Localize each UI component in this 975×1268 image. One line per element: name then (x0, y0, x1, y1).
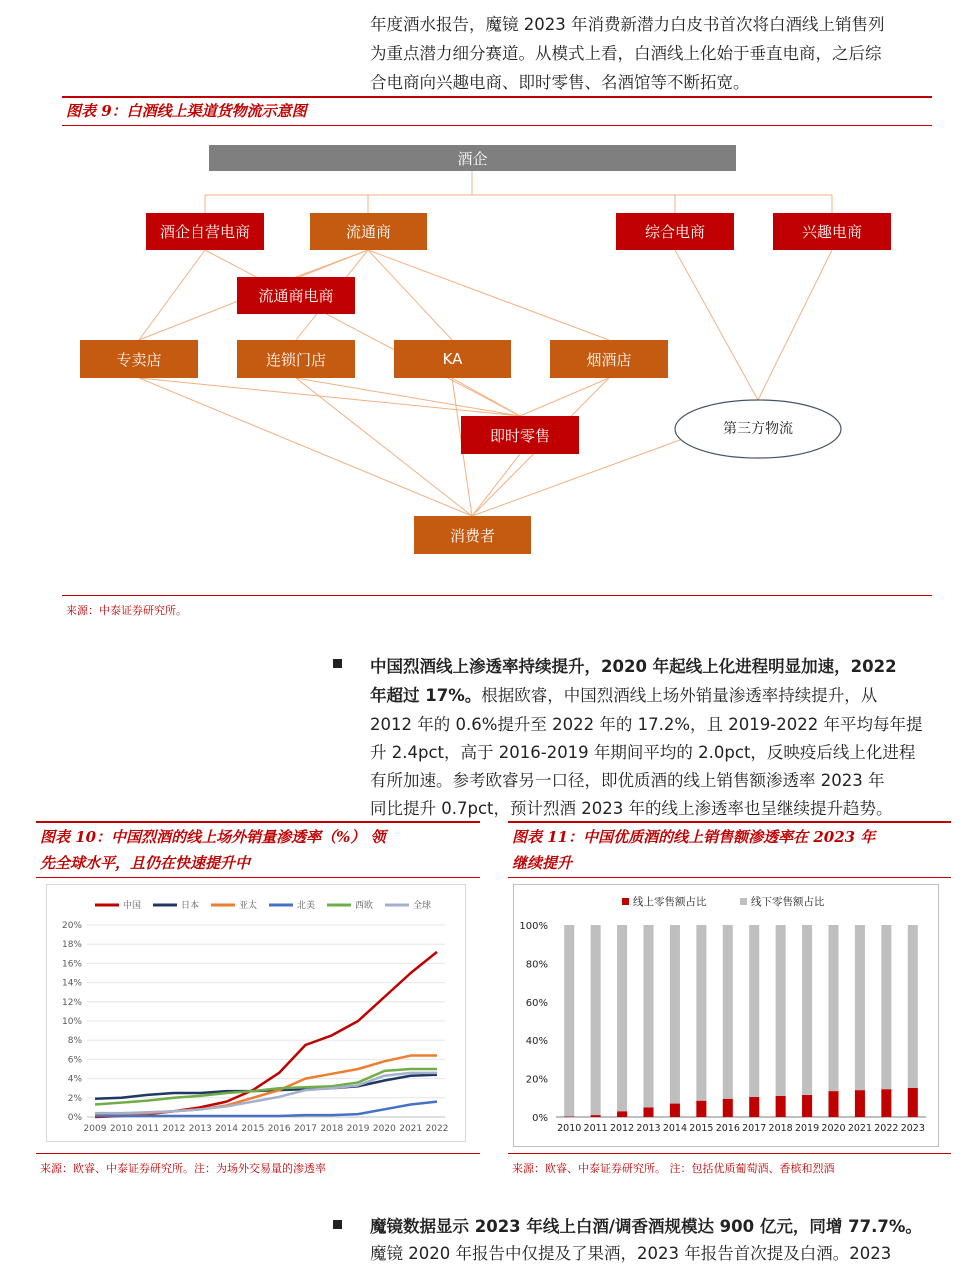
x-tick-label: 2012 (609, 1123, 635, 1134)
bar-online (670, 1104, 680, 1117)
section1-line-4: 升 2.4pct，高于 2016-2019 年期间平均的 2.0pct，反映疫后线上化进程 (370, 743, 916, 762)
bar-online (776, 1096, 786, 1117)
node-ka: KA (394, 340, 511, 378)
x-tick-label: 2015 (241, 1124, 265, 1134)
y-tick-label: 8% (67, 1036, 82, 1047)
legend-label: 线上零售额占比 (633, 896, 707, 908)
intro-line-2: 为重点潜力细分赛道。从模式上看，白酒线上化始于垂直电商，之后综 (370, 44, 882, 63)
node-specialty-store: 专卖店 (80, 340, 198, 378)
section1-bold-a: 中国烈酒线上渗透率持续提升，2020 年起线上化进程明显加速，2022 (370, 657, 897, 676)
figure10-bottom-rule (36, 1153, 480, 1154)
figure11-title-rule (508, 877, 951, 878)
line-chart-online-penetration (47, 885, 465, 1141)
x-tick-label: 2021 (399, 1124, 423, 1134)
series-line (95, 952, 437, 1117)
section1-line-2 (370, 681, 948, 710)
bar-online (696, 1101, 706, 1117)
node-liquor-company: 酒企 (209, 145, 736, 171)
figure11-top-rule (508, 821, 951, 823)
y-tick-label: 80% (525, 959, 548, 971)
bar-offline (643, 925, 653, 1107)
figure11-title-line-1: 图表 11：中国优质酒的线上销售额渗透率在 2023 年 (512, 828, 876, 846)
x-tick-label: 2021 (847, 1123, 873, 1134)
y-tick-label: 40% (525, 1036, 548, 1048)
bar-offline (696, 925, 706, 1101)
node-consumer: 消费者 (414, 516, 531, 554)
node-interest-ecommerce: 兴趣电商 (773, 213, 891, 250)
section1-line-5: 有所加速。参考欧睿另一口径，即优质酒的线上销售额渗透率 2023 年 (370, 771, 885, 790)
section1-line-3: 2012 年的 0.6%提升至 2022 年的 17.2%，且 2019-2022 年平均每年提 (370, 715, 923, 734)
figure10-top-rule (36, 821, 480, 823)
section1-bold-b: 年超过 17%。 (370, 686, 482, 705)
node-distributor-ecommerce: 流通商电商 (237, 277, 355, 314)
node-chain-store: 连锁门店 (237, 340, 355, 378)
bar-online (855, 1090, 865, 1117)
x-tick-label: 2014 (215, 1124, 238, 1134)
bar-offline (617, 925, 627, 1111)
x-tick-label: 2018 (768, 1123, 793, 1134)
y-tick-label: 18% (61, 940, 82, 951)
y-tick-label: 20% (61, 921, 82, 931)
bar-online (881, 1089, 891, 1117)
series-line (95, 1056, 437, 1115)
x-tick-label: 2020 (372, 1124, 396, 1134)
legend-label: 中国 (123, 901, 142, 911)
bar-online (723, 1099, 733, 1117)
figure10-chart-panel (46, 884, 466, 1142)
x-tick-label: 2023 (900, 1123, 925, 1134)
y-tick-label: 60% (525, 997, 548, 1009)
section1-line-1 (370, 652, 948, 681)
x-tick-label: 2017 (294, 1124, 317, 1134)
x-tick-label: 2022 (874, 1123, 899, 1134)
y-tick-label: 100% (519, 921, 548, 932)
bar-online (749, 1097, 759, 1117)
x-tick-label: 2018 (320, 1124, 344, 1134)
section1-rest-first: 根据欧睿，中国烈酒线上场外销量渗透率持续提升，从 (481, 686, 878, 705)
node-third-party-logistics: 第三方物流 (723, 421, 793, 437)
section1-bullet (333, 659, 342, 668)
bar-online (908, 1088, 918, 1117)
bar-offline (749, 925, 759, 1097)
channel-flow-diagram (0, 0, 975, 600)
legend-swatch (622, 898, 629, 905)
legend-label: 亚太 (239, 901, 258, 911)
bar-online (802, 1095, 812, 1117)
section1-line-6: 同比提升 0.7pct，预计烈酒 2023 年的线上渗透率也呈继续提升趋势。 (370, 799, 893, 818)
y-tick-label: 14% (61, 978, 82, 989)
figure10-source: 来源：欧睿、中泰证券研究所。注：为场外交易量的渗透率 (40, 1162, 326, 1175)
x-tick-label: 2022 (425, 1124, 449, 1134)
bar-offline (564, 925, 574, 1116)
intro-line-3: 合电商向兴趣电商、即时零售、名酒馆等不断拓宽。 (370, 73, 750, 92)
legend-label: 北美 (297, 901, 316, 911)
bar-online (643, 1107, 653, 1117)
x-tick-label: 2013 (188, 1124, 212, 1134)
figure11-title-line-2: 继续提升 (512, 854, 573, 872)
y-tick-label: 0% (532, 1113, 548, 1124)
x-tick-label: 2013 (636, 1123, 661, 1134)
x-tick-label: 2011 (136, 1124, 160, 1134)
x-tick-label: 2020 (821, 1123, 846, 1134)
bar-offline (855, 925, 865, 1090)
x-tick-label: 2009 (83, 1124, 107, 1134)
y-tick-label: 12% (61, 997, 82, 1008)
legend-label: 线下零售额占比 (751, 896, 825, 908)
bar-offline (591, 925, 601, 1115)
intro-line-1: 年度酒水报告，魔镜 2023 年消费新潜力白皮书首次将白酒线上销售列 (370, 15, 885, 34)
section2-bold: 魔镜数据显示 2023 年线上白酒/调香酒规模达 900 亿元，同增 77.7%。 (370, 1217, 922, 1236)
node-distributor: 流通商 (310, 213, 427, 250)
x-tick-label: 2012 (162, 1124, 186, 1134)
y-tick-label: 2% (67, 1093, 82, 1104)
bar-offline (881, 925, 891, 1089)
x-tick-label: 2011 (583, 1123, 608, 1134)
figure9-source: 来源：中泰证券研究所。 (66, 604, 187, 617)
legend-label: 西欧 (355, 901, 374, 911)
section2-line-1 (370, 1212, 948, 1241)
bar-offline (723, 925, 733, 1099)
node-comprehensive-ecommerce: 综合电商 (616, 213, 734, 250)
y-tick-label: 10% (61, 1017, 82, 1027)
figure10-title-line-1: 图表 10：中国烈酒的线上场外销量渗透率（%） 领 (40, 828, 386, 846)
bar-offline (776, 925, 786, 1096)
bar-offline (828, 925, 838, 1091)
x-tick-label: 2010 (109, 1124, 133, 1134)
section2-line-2: 魔镜 2020 年报告中仅提及了果酒，2023 年报告首次提及白酒。2023 (370, 1244, 892, 1263)
x-tick-label: 2019 (794, 1123, 820, 1134)
x-tick-label: 2016 (267, 1124, 291, 1134)
y-tick-label: 0% (67, 1113, 82, 1123)
node-self-ecommerce: 酒企自营电商 (146, 213, 264, 250)
legend-label: 日本 (181, 901, 200, 911)
node-instant-retail: 即时零售 (461, 416, 579, 454)
node-tobacco-store: 烟酒店 (550, 340, 668, 378)
bar-online (828, 1091, 838, 1117)
y-tick-label: 20% (525, 1074, 548, 1086)
bar-offline (670, 925, 680, 1104)
stacked-bar-chart-online-sales-share (514, 885, 938, 1146)
y-tick-label: 4% (67, 1074, 82, 1085)
figure11-chart-panel (513, 884, 939, 1147)
figure11-bottom-rule (508, 1153, 951, 1154)
bar-online (591, 1115, 601, 1117)
figure10-title-rule (36, 877, 480, 878)
x-tick-label: 2010 (557, 1123, 582, 1134)
bar-offline (908, 925, 918, 1088)
x-tick-label: 2014 (662, 1123, 688, 1134)
legend-label: 全球 (413, 901, 432, 911)
bar-offline (802, 925, 812, 1095)
bar-online (617, 1111, 627, 1117)
x-tick-label: 2019 (346, 1124, 370, 1134)
bar-online (564, 1116, 574, 1117)
y-tick-label: 16% (61, 959, 82, 970)
figure10-title-line-2: 先全球水平，且仍在快速提升中 (40, 854, 251, 872)
figure9-bottom-rule (62, 595, 932, 596)
x-tick-label: 2017 (742, 1123, 767, 1134)
figure11-source: 来源：欧睿、中泰证券研究所。 注：包括优质葡萄酒、香槟和烈酒 (512, 1162, 835, 1175)
legend-swatch (740, 898, 747, 905)
x-tick-label: 2016 (715, 1123, 740, 1134)
figure9-title: 图表 9：白酒线上渠道货物流示意图 (66, 102, 307, 120)
section2-bullet (333, 1220, 342, 1229)
x-tick-label: 2015 (689, 1123, 714, 1134)
y-tick-label: 6% (67, 1055, 82, 1066)
